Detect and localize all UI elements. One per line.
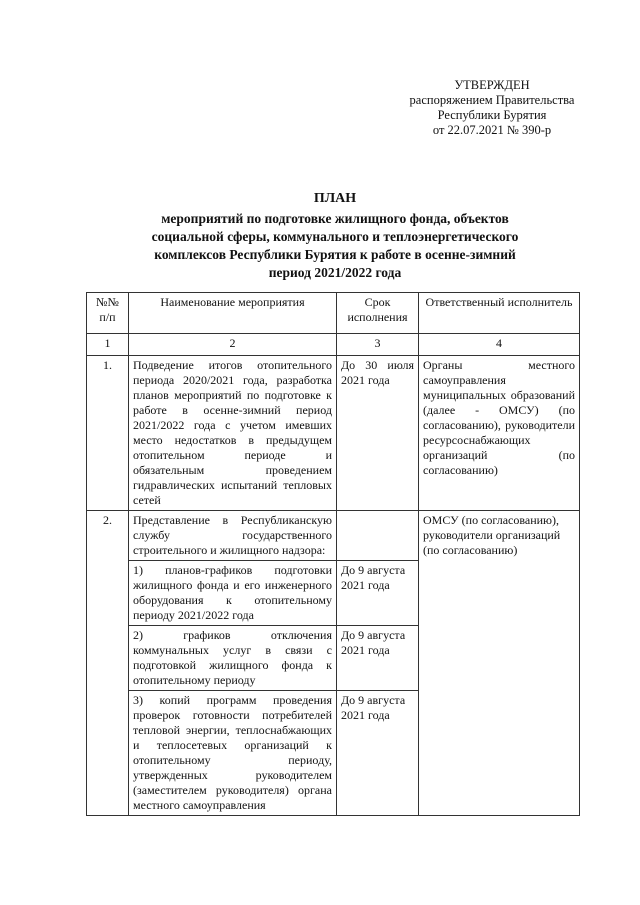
plan-table [86,292,580,816]
approval-block [392,78,592,138]
column-number: 2 [129,334,337,356]
row-deadline [337,511,419,561]
table-header-row [87,293,580,334]
subrow-deadline: До 9 августа 2021 года [337,626,419,691]
title-line-3: социальной сферы, коммунального и теплоэнергетического [151,229,519,244]
title-line-2: мероприятий по подготовке жилищного фонда, объектов [161,211,509,226]
row-number: 1. [87,356,129,511]
row-activity: Представление в Республиканскую службу государственного строительного и жилищного надзора: [129,511,337,561]
row-activity: Подведение итогов отопительного периода 2020/2021 года, разработка планов мероприятий по подготовке к работе в осенне-зимний период 2021/2022 года с учетом имевших место недостатков в предыдущем отопительном периоде и обязательным проведением гидравлических испытаний тепловых сетей [129,356,337,511]
header-name: Наименование мероприятия [129,293,337,334]
column-number: 3 [337,334,419,356]
title-line-4: комплексов Республики Бурятия к работе в осенне-зимний [154,247,516,262]
subrow-deadline: До 9 августа 2021 года [337,691,419,816]
approval-title: УТВЕРЖДЕН [454,78,530,92]
table-row [87,356,580,511]
approval-order: распоряжением Правительства [409,93,575,107]
header-responsible: Ответственный исполнитель [419,293,580,334]
header-deadline: Срок исполнения [337,293,419,334]
subrow-activity: 2) графиков отключения коммунальных услуг в связи с подготовкой жилищного фонда к отопительному периоду [129,626,337,691]
subrow-deadline: До 9 августа 2021 года [337,561,419,626]
document-title [110,190,560,282]
title-line-5: период 2021/2022 года [268,265,402,280]
row-responsible: Органы местного самоуправления муниципальных образований (далее - ОМСУ) (по согласованию), руководители ресурсоснабжающих организаций (по согласованию) [419,356,580,511]
approval-republic: Республики Бурятия [437,108,547,122]
column-number: 1 [87,334,129,356]
column-number: 4 [419,334,580,356]
table-row [87,511,580,561]
row-responsible: ОМСУ (по согласованию), руководители организаций (по согласованию) [419,511,580,816]
header-num: №№ п/п [87,293,129,334]
row-deadline: До 30 июля 2021 года [337,356,419,511]
subrow-activity: 3) копий программ проведения проверок готовности потребителей тепловой энергии, теплоснабжающих и теплосетевых организаций к отопительному периоду, утвержденных руководителем (заместителем руководителя) органа местного самоуправления [129,691,337,816]
approval-date: от 22.07.2021 № 390-р [432,123,552,137]
title-plan: ПЛАН [313,191,357,206]
subrow-activity: 1) планов-графиков подготовки жилищного фонда и его инженерного оборудования к отопительному периоду 2021/2022 года [129,561,337,626]
row-number: 2. [87,511,129,816]
column-numbers-row [87,334,580,356]
